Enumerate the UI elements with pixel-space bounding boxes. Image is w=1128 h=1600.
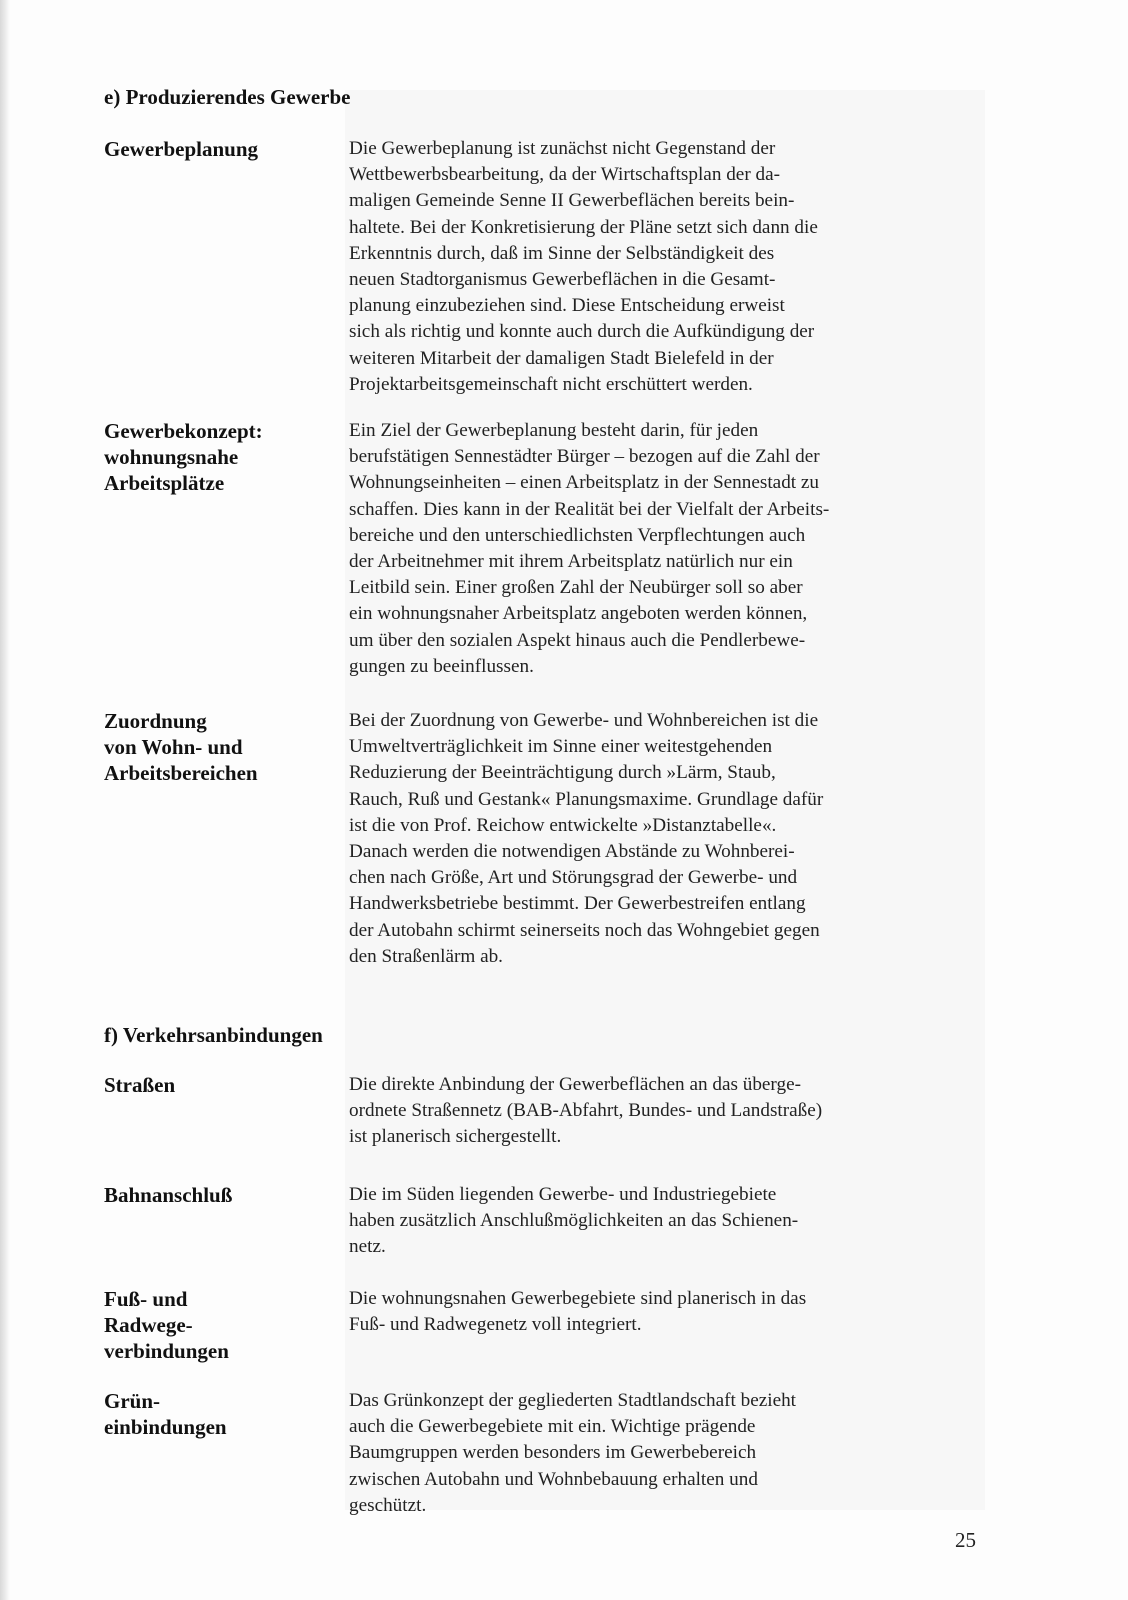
section-verkehrsanbindungen bbox=[104, 1022, 984, 1048]
scan-edge-shadow bbox=[0, 0, 10, 1600]
entry-label: Gewerbekonzept: wohnungsnahe Arbeitsplätze bbox=[104, 419, 263, 495]
page-number: 25 bbox=[955, 1528, 976, 1552]
entry-label: Straßen bbox=[104, 1073, 176, 1097]
entry-text: Die direkte Anbindung der Gewerbeflächen an das überge- ordnete Straßennetz (BAB-Abfahrt, Bundes- und Landstraße) ist planerisch sichergestellt. bbox=[349, 1074, 823, 1148]
entry-label: Zuordnung von Wohn- und Arbeitsbereichen bbox=[104, 709, 258, 785]
entry-text: Das Grünkonzept der gegliederten Stadtlandschaft bezieht auch die Gewerbegebiete mit ein. Wichtige prägende Baumgruppen werden besonders im Gewerbebereich zwischen Autobahn und Wohnbebauung erhalten und geschützt. bbox=[349, 1390, 797, 1516]
section-produzierendes-gewerbe bbox=[104, 84, 984, 110]
entry-label: Gewerbeplanung bbox=[104, 137, 259, 161]
entry-text: Ein Ziel der Gewerbeplanung besteht darin, für jeden berufstätigen Sennestädter Bürger – bezogen auf die Zahl der Wohnungseinheiten – einen Arbeitsplatz in der Sennestadt zu schaffen. Dies kann in der Realität bei der Vielfalt der Arbeits- bereiche und den unterschiedlichsten Verpflechtungen auch der Arbeitnehmer mit ihrem Arbeitsplatz natürlich nur ein Leitbild sein. Einer großen Zahl der Neubürger soll so aber ein wohnungsnaher Arbeitsplatz angeboten werden können, um über den sozialen Aspekt hinaus auch die Pendlerbewe- gungen zu beeinflussen. bbox=[349, 420, 830, 677]
entry-text: Die Gewerbeplanung ist zunächst nicht Gegenstand der Wettbewerbsbearbeitung, da der Wirtschaftsplan der da- maligen Gemeinde Senne II Gewerbeflächen bereits bein- haltete. Bei der Konkretisierung der Pläne setzt sich dann die Erkenntnis durch, daß im Sinne der Selbständigkeit des neuen Stadtorganismus Gewerbeflächen in die Gesamt- planung einzubeziehen sind. Diese Entscheidung erweist sich als richtig und konnte auch durch die Aufkündigung der weiteren Mitarbeit der damaligen Stadt Bielefeld in der Projektarbeitsgemeinschaft nicht erschüttert werden. bbox=[349, 138, 818, 395]
entry-label: Grün- einbindungen bbox=[104, 1389, 227, 1439]
entry-text: Die im Süden liegenden Gewerbe- und Industriegebiete haben zusätzlich Anschlußmöglichkeiten an das Schienen- netz. bbox=[349, 1184, 799, 1258]
entry-text: Die wohnungsnahen Gewerbegebiete sind planerisch in das Fuß- und Radwegenetz voll integriert. bbox=[349, 1288, 807, 1336]
section-heading: e) Produzierendes Gewerbe bbox=[104, 85, 351, 109]
entry-label: Fuß- und Radwege- verbindungen bbox=[104, 1287, 229, 1363]
entry-text: Bei der Zuordnung von Gewerbe- und Wohnbereichen ist die Umweltverträglichkeit im Sinne einer weitestgehenden Reduzierung der Beeinträchtigung durch »Lärm, Staub, Rauch, Ruß und Gestank« Planungsmaxime. Grundlage dafür ist die von Prof. Reichow entwickelte »Distanztabelle«. Danach werden die notwendigen Abstände zu Wohnberei- chen nach Größe, Art und Störungsgrad der Gewerbe- und Handwerksbetriebe bestimmt. Der Gewerbestreifen entlang der Autobahn schirmt seinerseits noch das Wohngebiet gegen den Straßenlärm ab. bbox=[349, 710, 824, 967]
section-heading: f) Verkehrsanbindungen bbox=[104, 1023, 323, 1047]
entry-label: Bahnanschluß bbox=[104, 1183, 233, 1207]
